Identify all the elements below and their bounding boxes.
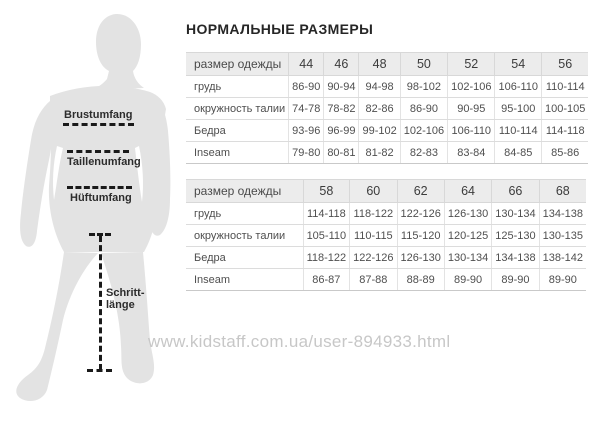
page-title: НОРМАЛЬНЫЕ РАЗМЕРЫ [186,21,374,37]
hip-measure-label: Hüftumfang [70,192,132,204]
chest-measure-line [63,123,134,126]
table-row [186,203,586,225]
table-row [186,76,588,98]
table-row [186,98,588,120]
measurement-value: 81-82 [359,142,400,164]
size-table-header-row [186,180,586,203]
measurement-value: 82-86 [359,98,400,120]
waist-measure-label: Taillenumfang [67,156,141,168]
size-column-header: 68 [539,180,586,203]
hip-measure-line [67,186,132,189]
table-row [186,120,588,142]
measurement-value: 82-83 [400,142,447,164]
measurement-value: 90-94 [324,76,359,98]
size-table-2 [186,179,586,291]
row-label: Inseam [186,142,289,164]
measurement-value: 110-114 [495,120,542,142]
measurement-value: 87-88 [350,269,397,291]
measurement-value: 94-98 [359,76,400,98]
measurement-value: 89-90 [539,269,586,291]
row-label: грудь [186,76,289,98]
table-row [186,247,586,269]
measurement-value: 86-87 [303,269,350,291]
measurement-value: 118-122 [303,247,350,269]
row-label: Inseam [186,269,303,291]
inseam-measure-label [106,287,145,311]
row-label: Бедра [186,247,303,269]
measurement-value: 102-106 [448,76,495,98]
measurement-value: 78-82 [324,98,359,120]
measurement-value: 90-95 [448,98,495,120]
measurement-value: 86-90 [400,98,447,120]
measurement-value: 95-100 [495,98,542,120]
measurement-value: 102-106 [400,120,447,142]
size-column-header: 66 [492,180,539,203]
row-label: окружность талии [186,225,303,247]
chest-measure-label: Brustumfang [64,109,133,121]
measurement-value: 110-115 [350,225,397,247]
row-label: окружность талии [186,98,289,120]
size-tables-section [186,21,588,291]
measurement-value: 83-84 [448,142,495,164]
measurement-value: 106-110 [448,120,495,142]
body-measurement-diagram [0,0,185,431]
inseam-label-line2: länge [106,299,135,311]
size-column-header: 44 [289,53,324,76]
size-table-1 [186,52,588,164]
measurement-value: 115-120 [397,225,444,247]
measurement-value: 105-110 [303,225,350,247]
measurement-value: 106-110 [495,76,542,98]
measurement-value: 114-118 [303,203,350,225]
size-column-header: 58 [303,180,350,203]
measurement-value: 98-102 [400,76,447,98]
measurement-value: 74-78 [289,98,324,120]
measurement-value: 120-125 [444,225,491,247]
measurement-value: 122-126 [397,203,444,225]
measurement-value: 88-89 [397,269,444,291]
size-column-header: 48 [359,53,400,76]
measurement-value: 80-81 [324,142,359,164]
table-row [186,269,586,291]
inseam-line-bottom-cap [87,369,112,372]
size-column-header: 50 [400,53,447,76]
body-silhouette-icon [0,0,185,431]
measurement-value: 79-80 [289,142,324,164]
measurement-value: 118-122 [350,203,397,225]
measurement-value: 84-85 [495,142,542,164]
row-label: грудь [186,203,303,225]
inseam-measure-line [99,236,102,370]
measurement-value: 99-102 [359,120,400,142]
size-table-header-row [186,53,588,76]
measurement-value: 130-134 [492,203,539,225]
measurement-value: 114-118 [542,120,589,142]
measurement-value: 85-86 [542,142,589,164]
measurement-value: 96-99 [324,120,359,142]
measurement-value: 130-134 [444,247,491,269]
inseam-label-line1: Schritt- [106,287,145,299]
measurement-value: 89-90 [444,269,491,291]
size-column-header: 54 [495,53,542,76]
table-row [186,225,586,247]
size-column-header: 62 [397,180,444,203]
size-column-header: 64 [444,180,491,203]
measurement-value: 126-130 [444,203,491,225]
size-column-header: 56 [542,53,589,76]
size-header-label: размер одежды [186,53,289,76]
table-row [186,142,588,164]
watermark-text: www.kidstaff.com.ua/user-894933.html [148,332,451,351]
measurement-value: 122-126 [350,247,397,269]
size-tables-container [186,52,588,291]
measurement-value: 100-105 [542,98,589,120]
measurement-value: 93-96 [289,120,324,142]
waist-measure-line [67,150,129,153]
measurement-value: 126-130 [397,247,444,269]
measurement-value: 134-138 [492,247,539,269]
size-column-header: 52 [448,53,495,76]
measurement-value: 138-142 [539,247,586,269]
measurement-value: 130-135 [539,225,586,247]
measurement-value: 125-130 [492,225,539,247]
measurement-value: 110-114 [542,76,589,98]
size-column-header: 46 [324,53,359,76]
row-label: Бедра [186,120,289,142]
measurement-value: 134-138 [539,203,586,225]
size-header-label: размер одежды [186,180,303,203]
measurement-value: 89-90 [492,269,539,291]
measurement-value: 86-90 [289,76,324,98]
size-column-header: 60 [350,180,397,203]
